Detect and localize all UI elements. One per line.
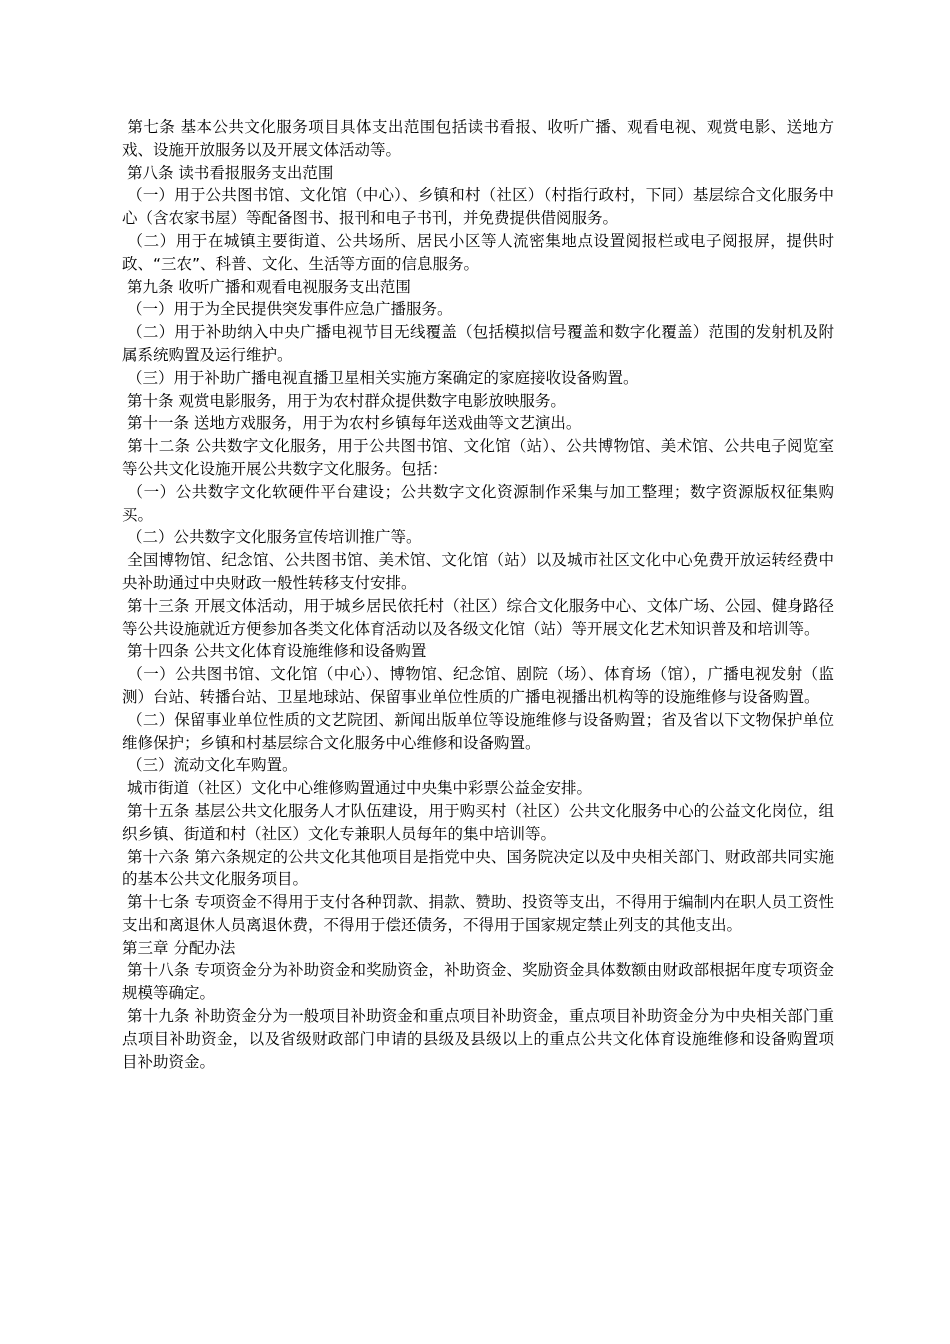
article-8-item-1: （一）用于公共图书馆、文化馆（中心）、乡镇和村（社区）（村指行政村，下同）基层综合文化服务中心（含农家书屋）等配备图书、报刊和电子书刊，并免费提供借阅服务。 (122, 186, 834, 228)
chapter-3-title: 第三章 分配办法 (122, 938, 236, 957)
article-17: 第十七条 专项资金不得用于支付各种罚款、捐款、赞助、投资等支出，不得用于编制内在职人员工资性支出和离退休人员离退休费，不得用于偿还债务，不得用于国家规定禁止列支的其他支出。 (122, 893, 834, 934)
article-12-item-2: （二）公共数字文化服务宣传培训推广等。 (122, 528, 422, 547)
article-14-item-3: （三）流动文化车购置。 (122, 756, 298, 775)
document-body (122, 116, 834, 1073)
article-9-heading: 第九条 收听广播和观看电视服务支出范围 (122, 277, 411, 296)
article-12: 第十二条 公共数字文化服务，用于公共图书馆、文化馆（站）、公共博物馆、美术馆、公共电子阅览室等公共文化设施开展公共数字文化服务。包括： (122, 437, 834, 478)
article-14-item-1: （一）公共图书馆、文化馆（中心）、博物馆、纪念馆、剧院（场）、体育场（馆），广播电视发射（监测）台站、转播台站、卫星地球站、保留事业单位性质的广播电视播出机构等的设施维修与设备购置。 (122, 665, 834, 706)
article-7: 第七条 基本公共文化服务项目具体支出范围包括读书看报、收听广播、观看电视、观赏电影、送地方戏、设施开放服务以及开展文体活动等。 (122, 118, 834, 159)
article-11: 第十一条 送地方戏服务，用于为农村乡镇每年送戏曲等文艺演出。 (122, 414, 582, 433)
article-15: 第十五条 基层公共文化服务人才队伍建设，用于购买村（社区）公共文化服务中心的公益文化岗位，组织乡镇、街道和村（社区）文化专兼职人员每年的集中培训等。 (122, 801, 834, 843)
article-18: 第十八条 专项资金分为补助资金和奖励资金，补助资金、奖励资金具体数额由财政部根据年度专项资金规模等确定。 (122, 961, 834, 1003)
article-10: 第十条 观赏电影服务，用于为农村群众提供数字电影放映服务。 (122, 391, 566, 410)
article-8-heading: 第八条 读书看报服务支出范围 (122, 163, 334, 182)
article-12-note: 全国博物馆、纪念馆、公共图书馆、美术馆、文化馆（站）以及城市社区文化中心免费开放运转经费中央补助通过中央财政一般性转移支付安排。 (122, 551, 834, 592)
article-16: 第十六条 第六条规定的公共文化其他项目是指党中央、国务院决定以及中央相关部门、财政部共同实施的基本公共文化服务项目。 (122, 847, 834, 889)
article-19: 第十九条 补助资金分为一般项目补助资金和重点项目补助资金，重点项目补助资金分为中央相关部门重点项目补助资金，以及省级财政部门申请的县级及县级以上的重点公共文化体育设施维修和设备购置项目补助资金。 (122, 1007, 834, 1071)
article-9-item-3: （三）用于补助广播电视直播卫星相关实施方案确定的家庭接收设备购置。 (122, 368, 639, 387)
article-13: 第十三条 开展文体活动，用于城乡居民依托村（社区）综合文化服务中心、文体广场、公园、健身路径等公共设施就近方便参加各类文化体育活动以及各级文化馆（站）等开展文化艺术知识普及和培训等。 (122, 596, 834, 638)
article-9-item-2: （二）用于补助纳入中央广播电视节目无线覆盖（包括模拟信号覆盖和数字化覆盖）范围的发射机及附属系统购置及运行维护。 (122, 323, 834, 364)
article-12-item-1: （一）公共数字文化软硬件平台建设；公共数字文化资源制作采集与加工整理；数字资源版权征集购买。 (122, 482, 834, 524)
article-14-item-2: （二）保留事业单位性质的文艺院团、新闻出版单位等设施维修与设备购置；省及省以下文物保护单位维修保护；乡镇和村基层综合文化服务中心维修和设备购置。 (122, 710, 834, 752)
article-9-item-1: （一）用于为全民提供突发事件应急广播服务。 (122, 300, 453, 319)
article-14-note: 城市街道（社区）文化中心维修购置通过中央集中彩票公益金安排。 (122, 779, 592, 798)
article-8-item-2: （二）用于在城镇主要街道、公共场所、居民小区等人流密集地点设置阅报栏或电子阅报屏，提供时政、“三农”、科普、文化、生活等方面的信息服务。 (122, 231, 834, 273)
article-14-heading: 第十四条 公共文化体育设施维修和设备购置 (122, 642, 427, 661)
